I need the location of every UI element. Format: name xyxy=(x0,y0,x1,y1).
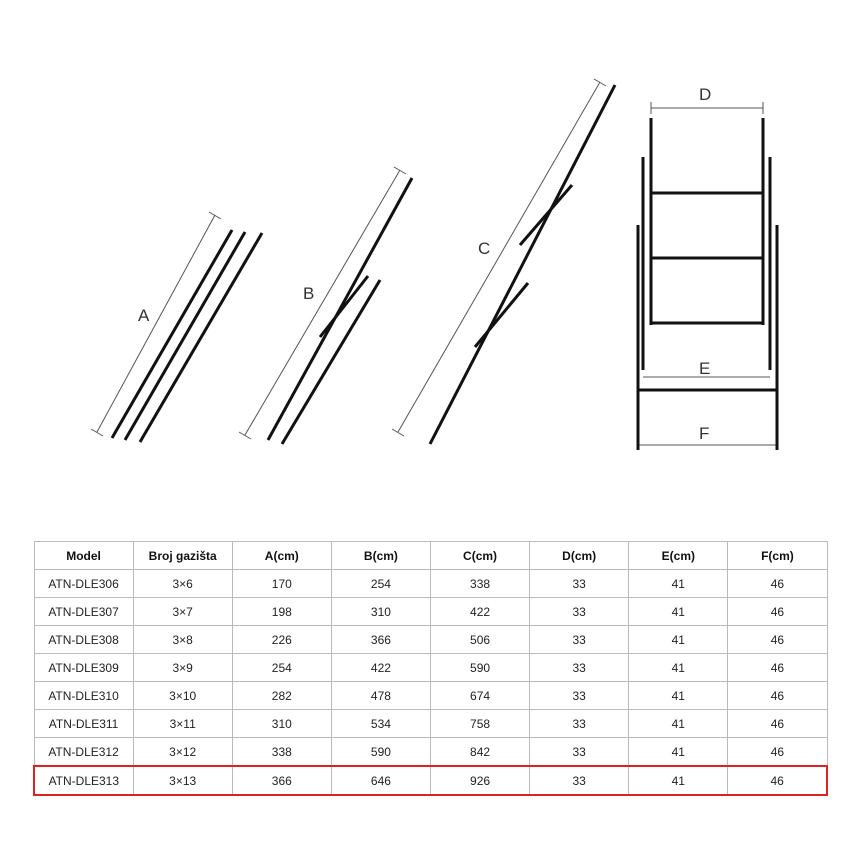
table-cell: 170 xyxy=(232,570,331,598)
column-header: Model xyxy=(34,542,133,570)
table-cell: 338 xyxy=(431,570,530,598)
table-cell: 41 xyxy=(629,710,728,738)
table-row xyxy=(34,570,827,598)
table-cell: ATN-DLE310 xyxy=(34,682,133,710)
column-header: A(cm) xyxy=(232,542,331,570)
table-cell: 674 xyxy=(431,682,530,710)
table-row xyxy=(34,738,827,767)
table-cell: 926 xyxy=(431,766,530,795)
table-cell: 646 xyxy=(331,766,430,795)
table-row xyxy=(34,682,827,710)
table-cell: ATN-DLE309 xyxy=(34,654,133,682)
table-cell: 3×13 xyxy=(133,766,232,795)
table-cell: ATN-DLE312 xyxy=(34,738,133,767)
table-header xyxy=(34,542,827,570)
table-cell: 254 xyxy=(331,570,430,598)
table-cell: 310 xyxy=(232,710,331,738)
table-cell: 198 xyxy=(232,598,331,626)
label-d: D xyxy=(699,85,712,104)
label-a: A xyxy=(138,306,150,325)
table-cell: ATN-DLE306 xyxy=(34,570,133,598)
table-cell: 46 xyxy=(728,738,827,767)
table-cell: 41 xyxy=(629,682,728,710)
table-cell: 46 xyxy=(728,766,827,795)
column-header: Broj gazišta xyxy=(133,542,232,570)
table-row xyxy=(34,598,827,626)
table-cell: 33 xyxy=(530,598,629,626)
table-cell: 338 xyxy=(232,738,331,767)
table-row xyxy=(34,626,827,654)
table-cell: 46 xyxy=(728,682,827,710)
table-cell: 366 xyxy=(331,626,430,654)
table-cell: 842 xyxy=(431,738,530,767)
table-cell: ATN-DLE308 xyxy=(34,626,133,654)
table-cell: ATN-DLE307 xyxy=(34,598,133,626)
table-cell: 534 xyxy=(331,710,430,738)
spec-table xyxy=(33,541,828,796)
table-cell: 254 xyxy=(232,654,331,682)
table-cell: 33 xyxy=(530,738,629,767)
table-cell: 282 xyxy=(232,682,331,710)
table-cell: 46 xyxy=(728,626,827,654)
table-cell: 226 xyxy=(232,626,331,654)
table-cell: ATN-DLE311 xyxy=(34,710,133,738)
table-cell: 41 xyxy=(629,570,728,598)
table-row xyxy=(34,710,827,738)
table-cell: 310 xyxy=(331,598,430,626)
ladder-sections xyxy=(112,85,777,450)
table-row xyxy=(34,654,827,682)
column-header: D(cm) xyxy=(530,542,629,570)
table-cell: 33 xyxy=(530,654,629,682)
table-cell: 33 xyxy=(530,766,629,795)
table-cell: 590 xyxy=(331,738,430,767)
table-cell: 41 xyxy=(629,766,728,795)
table-cell: 758 xyxy=(431,710,530,738)
column-header: E(cm) xyxy=(629,542,728,570)
table-cell: 3×9 xyxy=(133,654,232,682)
table-cell: ATN-DLE313 xyxy=(34,766,133,795)
table-row-highlighted xyxy=(34,766,827,795)
table-cell: 478 xyxy=(331,682,430,710)
table-cell: 46 xyxy=(728,570,827,598)
table-cell: 33 xyxy=(530,570,629,598)
table-cell: 3×7 xyxy=(133,598,232,626)
table-cell: 366 xyxy=(232,766,331,795)
label-f: F xyxy=(699,424,710,443)
label-e: E xyxy=(699,359,711,378)
label-b: B xyxy=(303,284,315,303)
table-cell: 46 xyxy=(728,654,827,682)
column-header: F(cm) xyxy=(728,542,827,570)
label-c: C xyxy=(478,239,491,258)
column-header: C(cm) xyxy=(431,542,530,570)
column-header: B(cm) xyxy=(331,542,430,570)
table-cell: 422 xyxy=(331,654,430,682)
table-cell: 41 xyxy=(629,738,728,767)
table-cell: 3×10 xyxy=(133,682,232,710)
table-cell: 41 xyxy=(629,598,728,626)
table-cell: 506 xyxy=(431,626,530,654)
table-cell: 33 xyxy=(530,682,629,710)
table-cell: 3×12 xyxy=(133,738,232,767)
table-cell: 33 xyxy=(530,626,629,654)
table-cell: 41 xyxy=(629,654,728,682)
table-cell: 590 xyxy=(431,654,530,682)
table-cell: 3×6 xyxy=(133,570,232,598)
table-cell: 422 xyxy=(431,598,530,626)
table-cell: 3×11 xyxy=(133,710,232,738)
table-cell: 33 xyxy=(530,710,629,738)
table-cell: 3×8 xyxy=(133,626,232,654)
table-cell: 41 xyxy=(629,626,728,654)
table-cell: 46 xyxy=(728,598,827,626)
table-cell: 46 xyxy=(728,710,827,738)
